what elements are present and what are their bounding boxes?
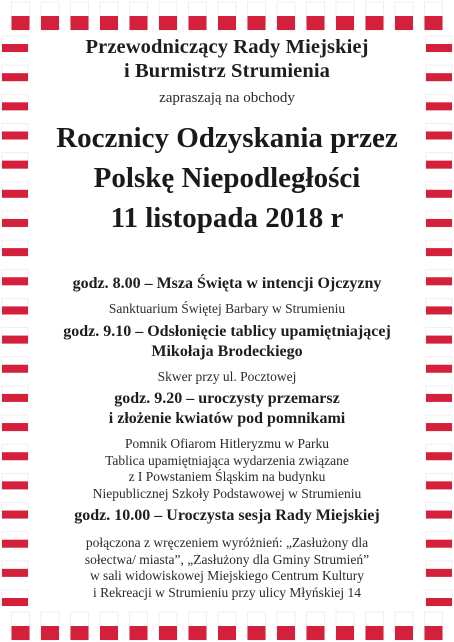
event-title: [20, 322, 434, 362]
event-place-line: Niepublicznej Szkoły Podstawowej w Strumieniu: [92, 485, 362, 501]
headline-line-1: Rocznicy Odzyskania przez: [56, 122, 398, 154]
event-place: [20, 369, 434, 386]
flag-stripe: [395, 612, 413, 640]
flag-stripe: [218, 612, 236, 640]
flag-stripe: [277, 612, 295, 640]
flag-stripe: [336, 612, 354, 640]
event-place-line: i Rekreacji w Strumieniu przy ulicy Młyńskiej 14: [92, 584, 362, 600]
event-place-line: Sanktuarium Świętej Barbary w Strumieniu: [108, 301, 346, 316]
flag-stripe: [12, 612, 30, 640]
invitation-text: zapraszają na obchody: [159, 90, 295, 106]
event-place: [20, 436, 434, 502]
flag-stripe: [2, 240, 28, 256]
organizer-line-2: i Burmistrz Strumienia: [123, 60, 331, 82]
event-title: [20, 506, 434, 526]
flag-stripe: [71, 2, 89, 30]
event-council-session: [20, 506, 434, 601]
flag-stripe: [130, 612, 148, 640]
flag-stripe: [218, 2, 236, 30]
headline-line-3: 11 listopada 2018 r: [110, 202, 344, 234]
flag-stripe: [307, 2, 325, 30]
event-title: [20, 389, 434, 429]
flag-stripe: [41, 2, 59, 30]
event-title-line: i złożenie kwiatów pod pomnikami: [108, 410, 346, 427]
event-mass: [20, 274, 434, 318]
event-march-wreaths: [20, 389, 434, 502]
flag-stripe: [425, 2, 443, 30]
event-title-line: godz. 10.00 – Uroczysta sesja Rady Miejskiej: [74, 507, 380, 524]
event-place: [20, 301, 434, 318]
flag-stripe: [366, 2, 384, 30]
flag-stripe: [307, 612, 325, 640]
event-place-line: połączona z wręczeniem wyróżnień: „Zasłużony dla: [85, 535, 369, 550]
flag-stripe: [189, 2, 207, 30]
flag-stripe: [189, 612, 207, 640]
flag-stripe: [426, 240, 452, 256]
organizer-line-1: Przewodniczący Rady Miejskiej: [85, 36, 369, 58]
flag-stripe: [425, 612, 443, 640]
event-title-line: godz. 9.10 – Odsłonięcie tablicy upamiętniającej: [63, 323, 391, 340]
event-title-line: godz. 8.00 – Msza Święta w intencji Ojczyzny: [72, 275, 382, 292]
flag-stripe: [159, 2, 177, 30]
event-place-line: Tablica upamiętniająca wydarzenia związane: [105, 452, 349, 468]
flag-stripe: [41, 612, 59, 640]
flag-stripe: [100, 2, 118, 30]
flag-stripe: [277, 2, 295, 30]
headline: [20, 118, 434, 238]
flag-stripe: [366, 612, 384, 640]
event-place-line: sołectwa/ miasta”, „Zasłużony dla Gminy Strumień”: [84, 551, 370, 567]
flag-stripe: [130, 2, 148, 30]
event-plaque-unveiling: [20, 322, 434, 386]
event-place-line: Pomnik Ofiarom Hitleryzmu w Parku: [125, 436, 329, 451]
flag-stripe: [248, 2, 266, 30]
event-place: [20, 535, 434, 601]
event-place-line: w sali widowiskowej Miejskiego Centrum Kultury: [89, 568, 365, 583]
flag-stripe: [12, 2, 30, 30]
event-place-line: Skwer przy ul. Pocztowej: [157, 369, 297, 384]
event-title-line: Mikołaja Brodeckiego: [151, 343, 303, 360]
flag-stripe: [159, 612, 177, 640]
flag-stripe: [100, 612, 118, 640]
headline-line-2: Polskę Niepodległości: [93, 162, 361, 194]
flag-stripe: [248, 612, 266, 640]
event-place-line: z I Powstaniem Śląskim na budynku: [128, 469, 326, 484]
event-title-line: godz. 9.20 – uroczysty przemarsz: [114, 390, 340, 407]
organizers: [20, 35, 434, 83]
flag-stripe: [336, 2, 354, 30]
flag-stripe: [71, 612, 89, 640]
flag-stripe: [395, 2, 413, 30]
event-title: [20, 274, 434, 294]
